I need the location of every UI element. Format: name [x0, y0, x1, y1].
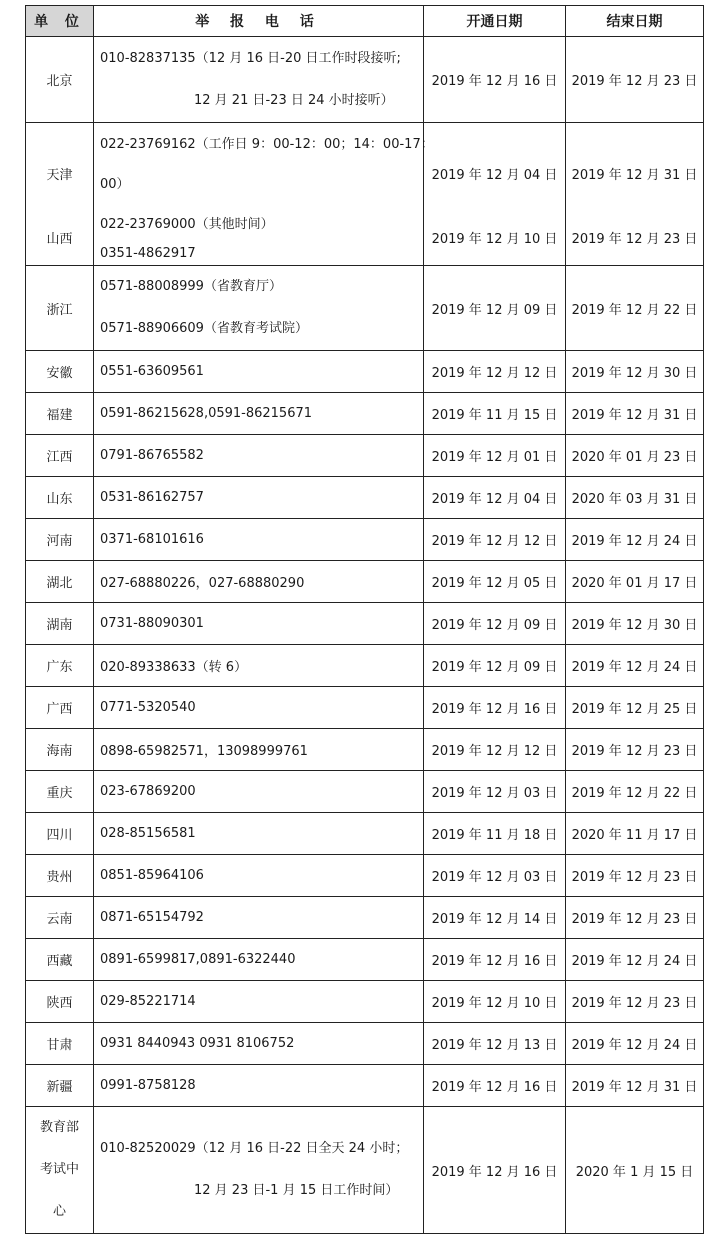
phone-line: 00） — [100, 177, 130, 192]
start-date-cell — [424, 123, 566, 266]
end-date-cell: 2019 年 12 月 31 日 — [566, 393, 704, 435]
table-row — [26, 981, 704, 1023]
unit-cell: 广西 — [26, 687, 94, 729]
end-date-cell: 2019 年 12 月 31 日 — [566, 1065, 704, 1107]
end-date-cell: 2019 年 12 月 22 日 — [566, 771, 704, 813]
start-date-cell: 2019 年 12 月 16 日 — [424, 37, 566, 123]
start-date-cell: 2019 年 12 月 05 日 — [424, 561, 566, 603]
start-date-cell: 2019 年 12 月 01 日 — [424, 435, 566, 477]
table-row — [26, 687, 704, 729]
table-row — [26, 645, 704, 687]
start-date-cell: 2019 年 12 月 09 日 — [424, 266, 566, 351]
start-date-cell: 2019 年 12 月 03 日 — [424, 855, 566, 897]
start-date-cell: 2019 年 12 月 16 日 — [424, 1107, 566, 1234]
start-date-cell: 2019 年 12 月 09 日 — [424, 645, 566, 687]
start-date-shanxi: 2019 年 12 月 10 日 — [431, 231, 558, 247]
phone-cell: 0891-6599817,0891-6322440 — [94, 939, 424, 981]
unit-line: 考试中 — [39, 1162, 79, 1177]
start-date-header: 开通日期 — [424, 6, 566, 37]
start-date-cell: 2019 年 11 月 18 日 — [424, 813, 566, 855]
unit-cell — [26, 1107, 94, 1234]
unit-cell: 云南 — [26, 897, 94, 939]
table-row — [26, 771, 704, 813]
start-date-cell: 2019 年 12 月 16 日 — [424, 687, 566, 729]
header-row — [26, 6, 704, 37]
phone-cell: 0371-68101616 — [94, 519, 424, 561]
end-date-cell: 2019 年 12 月 24 日 — [566, 519, 704, 561]
table-row — [26, 351, 704, 393]
phone-line: 010-82520029（12 月 16 日-22 日全天 24 小时； — [100, 1141, 409, 1156]
table-row — [26, 393, 704, 435]
unit-cell: 陕西 — [26, 981, 94, 1023]
phone-cell: 0851-85964106 — [94, 855, 424, 897]
unit-cell: 河南 — [26, 519, 94, 561]
unit-cell: 甘肃 — [26, 1023, 94, 1065]
table-row — [26, 37, 704, 123]
unit-shanxi: 山西 — [46, 231, 73, 247]
phone-cell — [94, 37, 424, 123]
start-date-cell: 2019 年 12 月 10 日 — [424, 981, 566, 1023]
table-row — [26, 729, 704, 771]
unit-cell: 西藏 — [26, 939, 94, 981]
table-row — [26, 435, 704, 477]
end-date-shanxi: 2019 年 12 月 23 日 — [571, 231, 698, 247]
phone-cell: 020-89338633（转 6） — [94, 645, 424, 687]
phone-line: 022-23769162（工作日 9：00-12：00；14：00-17： — [100, 137, 434, 152]
unit-cell — [26, 123, 94, 266]
phone-cell: 0731-88090301 — [94, 603, 424, 645]
phone-line: 0351-4862917 — [100, 246, 196, 261]
phone-line: 010-82837135（12 月 16 日-20 日工作时段接听; — [100, 50, 401, 66]
table-row — [26, 561, 704, 603]
unit-cell: 贵州 — [26, 855, 94, 897]
end-date-cell: 2019 年 12 月 24 日 — [566, 645, 704, 687]
start-date-cell: 2019 年 12 月 14 日 — [424, 897, 566, 939]
unit-line: 心 — [52, 1204, 66, 1219]
start-date-cell: 2019 年 11 月 15 日 — [424, 393, 566, 435]
end-date-cell: 2019 年 12 月 23 日 — [566, 37, 704, 123]
table-row — [26, 477, 704, 519]
phone-line: 022-23769000（其他时间） — [100, 217, 274, 232]
end-date-cell: 2019 年 12 月 23 日 — [566, 855, 704, 897]
end-date-cell: 2019 年 12 月 24 日 — [566, 939, 704, 981]
end-date-cell: 2019 年 12 月 30 日 — [566, 351, 704, 393]
unit-line: 教育部 — [39, 1120, 79, 1135]
end-date-cell: 2019 年 12 月 25 日 — [566, 687, 704, 729]
end-date-cell — [566, 123, 704, 266]
unit-cell: 湖北 — [26, 561, 94, 603]
start-date-cell: 2019 年 12 月 12 日 — [424, 519, 566, 561]
phone-cell: 027-68880226，027-68880290 — [94, 561, 424, 603]
unit-tianjin: 天津 — [46, 167, 73, 183]
start-date-tianjin: 2019 年 12 月 04 日 — [431, 167, 558, 183]
phone-cell: 0591-86215628,0591-86215671 — [94, 393, 424, 435]
unit-cell: 福建 — [26, 393, 94, 435]
phone-cell: 0771-5320540 — [94, 687, 424, 729]
unit-header: 单 位 — [26, 6, 94, 37]
unit-cell: 安徽 — [26, 351, 94, 393]
end-date-cell: 2019 年 12 月 23 日 — [566, 897, 704, 939]
phone-cell — [94, 123, 434, 266]
table-row — [26, 123, 704, 266]
phone-cell — [94, 1107, 424, 1234]
end-date-cell: 2019 年 12 月 30 日 — [566, 603, 704, 645]
end-date-cell: 2020 年 01 月 17 日 — [566, 561, 704, 603]
end-date-cell: 2019 年 12 月 23 日 — [566, 981, 704, 1023]
start-date-cell: 2019 年 12 月 16 日 — [424, 1065, 566, 1107]
table-row — [26, 603, 704, 645]
end-date-header: 结束日期 — [566, 6, 704, 37]
start-date-cell: 2019 年 12 月 03 日 — [424, 771, 566, 813]
phone-cell: 029-85221714 — [94, 981, 424, 1023]
end-date-cell: 2020 年 01 月 23 日 — [566, 435, 704, 477]
hotline-table — [25, 5, 704, 1234]
phone-line: 0571-88008999（省教育厅） — [100, 279, 282, 294]
phone-cell: 0871-65154792 — [94, 897, 424, 939]
unit-cell: 四川 — [26, 813, 94, 855]
phone-cell: 0931 8440943 0931 8106752 — [94, 1023, 424, 1065]
end-date-cell: 2019 年 12 月 22 日 — [566, 266, 704, 351]
phone-cell: 0791-86765582 — [94, 435, 424, 477]
phone-cell: 0991-8758128 — [94, 1065, 424, 1107]
table-row — [26, 1065, 704, 1107]
start-date-cell: 2019 年 12 月 12 日 — [424, 729, 566, 771]
start-date-cell: 2019 年 12 月 16 日 — [424, 939, 566, 981]
end-date-cell: 2019 年 12 月 24 日 — [566, 1023, 704, 1065]
end-date-tianjin: 2019 年 12 月 31 日 — [571, 167, 698, 183]
start-date-cell: 2019 年 12 月 04 日 — [424, 477, 566, 519]
table-row — [26, 1023, 704, 1065]
unit-cell: 江西 — [26, 435, 94, 477]
phone-cell: 0551-63609561 — [94, 351, 424, 393]
table-row — [26, 855, 704, 897]
start-date-cell: 2019 年 12 月 12 日 — [424, 351, 566, 393]
table-row — [26, 897, 704, 939]
unit-cell: 海南 — [26, 729, 94, 771]
unit-cell: 湖南 — [26, 603, 94, 645]
phone-cell: 0531-86162757 — [94, 477, 424, 519]
unit-cell: 浙江 — [26, 266, 94, 351]
phone-cell — [94, 266, 424, 351]
phone-cell: 0898-65982571，13098999761 — [94, 729, 424, 771]
phone-line: 12 月 21 日-23 日 24 小时接听） — [194, 92, 394, 108]
end-date-cell: 2020 年 03 月 31 日 — [566, 477, 704, 519]
end-date-cell: 2019 年 12 月 23 日 — [566, 729, 704, 771]
phone-header: 举 报 电 话 — [94, 6, 424, 37]
unit-cell: 新疆 — [26, 1065, 94, 1107]
phone-line: 12 月 23 日-1 月 15 日工作时间） — [194, 1183, 399, 1198]
end-date-cell: 2020 年 11 月 17 日 — [566, 813, 704, 855]
table-row — [26, 519, 704, 561]
unit-cell: 北京 — [26, 37, 94, 123]
table-row — [26, 813, 704, 855]
unit-cell: 重庆 — [26, 771, 94, 813]
end-date-cell: 2020 年 1 月 15 日 — [566, 1107, 704, 1234]
table-row — [26, 939, 704, 981]
phone-cell: 023-67869200 — [94, 771, 424, 813]
unit-cell: 山东 — [26, 477, 94, 519]
table-row — [26, 1107, 704, 1234]
phone-cell: 028-85156581 — [94, 813, 424, 855]
table-row — [26, 266, 704, 351]
unit-cell: 广东 — [26, 645, 94, 687]
start-date-cell: 2019 年 12 月 13 日 — [424, 1023, 566, 1065]
start-date-cell: 2019 年 12 月 09 日 — [424, 603, 566, 645]
phone-line: 0571-88906609（省教育考试院） — [100, 321, 308, 336]
